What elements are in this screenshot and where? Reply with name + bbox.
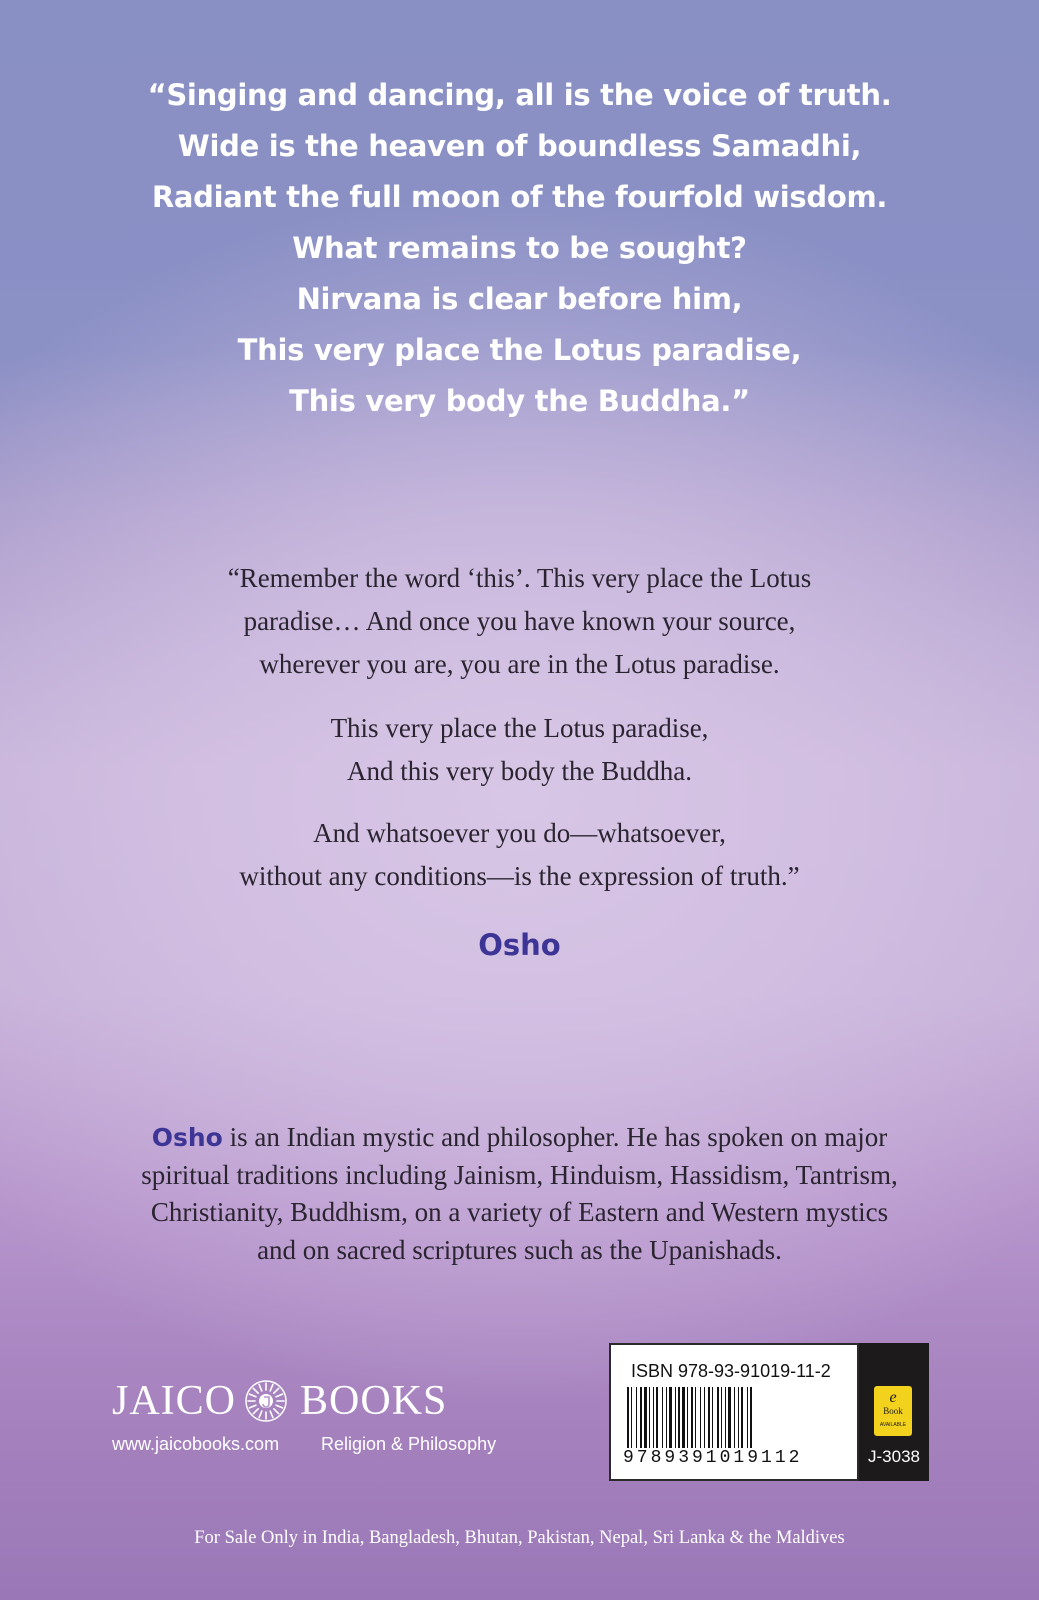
barcode-bar (695, 1387, 696, 1457)
quote-line: without any conditions—is the expression of truth.” (239, 861, 800, 891)
barcode-box (609, 1343, 859, 1481)
poem-line: This very place the Lotus paradise, (237, 333, 802, 367)
barcode-bar (738, 1387, 739, 1457)
poem-line: What remains to be sought? (292, 231, 747, 265)
book-category: Religion & Philosophy (321, 1434, 497, 1454)
barcode-bar (728, 1387, 731, 1457)
sale-notice: For Sale Only in India, Bangladesh, Bhutan, Pakistan, Nepal, Sri Lanka & the Maldives (194, 1528, 845, 1548)
barcode-bar (662, 1387, 663, 1457)
barcode-bar (704, 1387, 705, 1457)
author-bio (0, 1119, 1039, 1269)
quote-line: This very place the Lotus paradise, (330, 713, 709, 743)
ebook-available-icon (874, 1386, 912, 1436)
quote-line: paradise… And once you have known your source, (243, 606, 796, 636)
barcode-bar (653, 1387, 654, 1457)
barcode-bar (708, 1387, 710, 1457)
ebook-available-text: AVAILABLE (879, 1422, 907, 1428)
opening-poem (0, 70, 1039, 427)
barcode-bar (640, 1387, 642, 1457)
ebook-e-letter: e (889, 1389, 897, 1406)
bio-author-name: Osho (151, 1123, 223, 1152)
quote-paragraph-2 (0, 707, 1039, 793)
bio-line: Christianity, Buddhism, on a variety of Eastern and Western mystics (150, 1197, 889, 1227)
bio-line: and on sacred scriptures such as the Upanishads. (257, 1234, 782, 1265)
quote-line: “Remember the word ‘this’. This very place the Lotus (227, 563, 812, 593)
barcode-bar (691, 1387, 693, 1457)
barcode-bar (678, 1387, 680, 1457)
barcode-bar (721, 1387, 722, 1457)
barcode-digits: 9789391019112 (623, 1448, 803, 1468)
barcode-bar (682, 1387, 685, 1457)
publisher-name-left: JAICO (112, 1378, 237, 1424)
isbn-label: ISBN 978-93-91019-11-2 (631, 1361, 831, 1381)
poem-line: Wide is the heaven of boundless Samadhi, (177, 129, 862, 163)
publisher-website: www.jaicobooks.com (112, 1434, 280, 1454)
poem-line: This very body the Buddha.” (289, 384, 750, 418)
barcode-bar (627, 1387, 629, 1457)
poem-line: Nirvana is clear before him, (296, 282, 743, 316)
bio-line: spiritual traditions including Jainism, Hinduism, Hassidism, Tantrism, (141, 1159, 898, 1190)
bio-line-1-text: is an Indian mystic and philosopher. He has spoken on major (222, 1122, 888, 1152)
barcode-bar (631, 1387, 632, 1457)
quote-line: And this very body the Buddha. (347, 756, 692, 786)
publisher-name-right: BOOKS (300, 1378, 448, 1424)
barcode-bar (717, 1387, 719, 1457)
barcode-bar (747, 1387, 748, 1457)
publisher-links (112, 1434, 512, 1455)
barcode-bar (700, 1387, 701, 1457)
quote-paragraph-1 (0, 557, 1039, 686)
barcode-bar (741, 1387, 743, 1457)
barcode-bar (734, 1387, 735, 1457)
poem-line: Radiant the full moon of the fourfold wisdom. (151, 180, 888, 214)
barcode-bar (669, 1387, 672, 1457)
quote-line: And whatsoever you do—whatsoever, (313, 818, 726, 848)
barcode-bar (656, 1387, 658, 1457)
poem-line: “Singing and dancing, all is the voice of truth. (147, 78, 892, 112)
quote-attribution: Osho (478, 928, 561, 962)
ebook-book-text: Book (883, 1406, 903, 1416)
quote-paragraph-3 (0, 812, 1039, 898)
catalog-code: J-3038 (868, 1447, 920, 1466)
bio-line (0, 1119, 1039, 1157)
barcode-bar (675, 1387, 676, 1457)
barcode-bar (666, 1387, 667, 1457)
publisher-logo (112, 1378, 512, 1424)
barcode-bar (649, 1387, 650, 1457)
quote-line: wherever you are, you are in the Lotus paradise. (259, 649, 780, 679)
barcode-bar (636, 1387, 637, 1457)
barcode-bar (644, 1387, 647, 1457)
barcode-bar (750, 1387, 752, 1457)
barcode-bar (687, 1387, 688, 1457)
ebook-side-tab (859, 1343, 929, 1481)
publisher-block (112, 1378, 512, 1455)
barcode-bar (725, 1387, 726, 1457)
sun-logo-icon (244, 1379, 288, 1423)
barcode-bar (712, 1387, 713, 1457)
